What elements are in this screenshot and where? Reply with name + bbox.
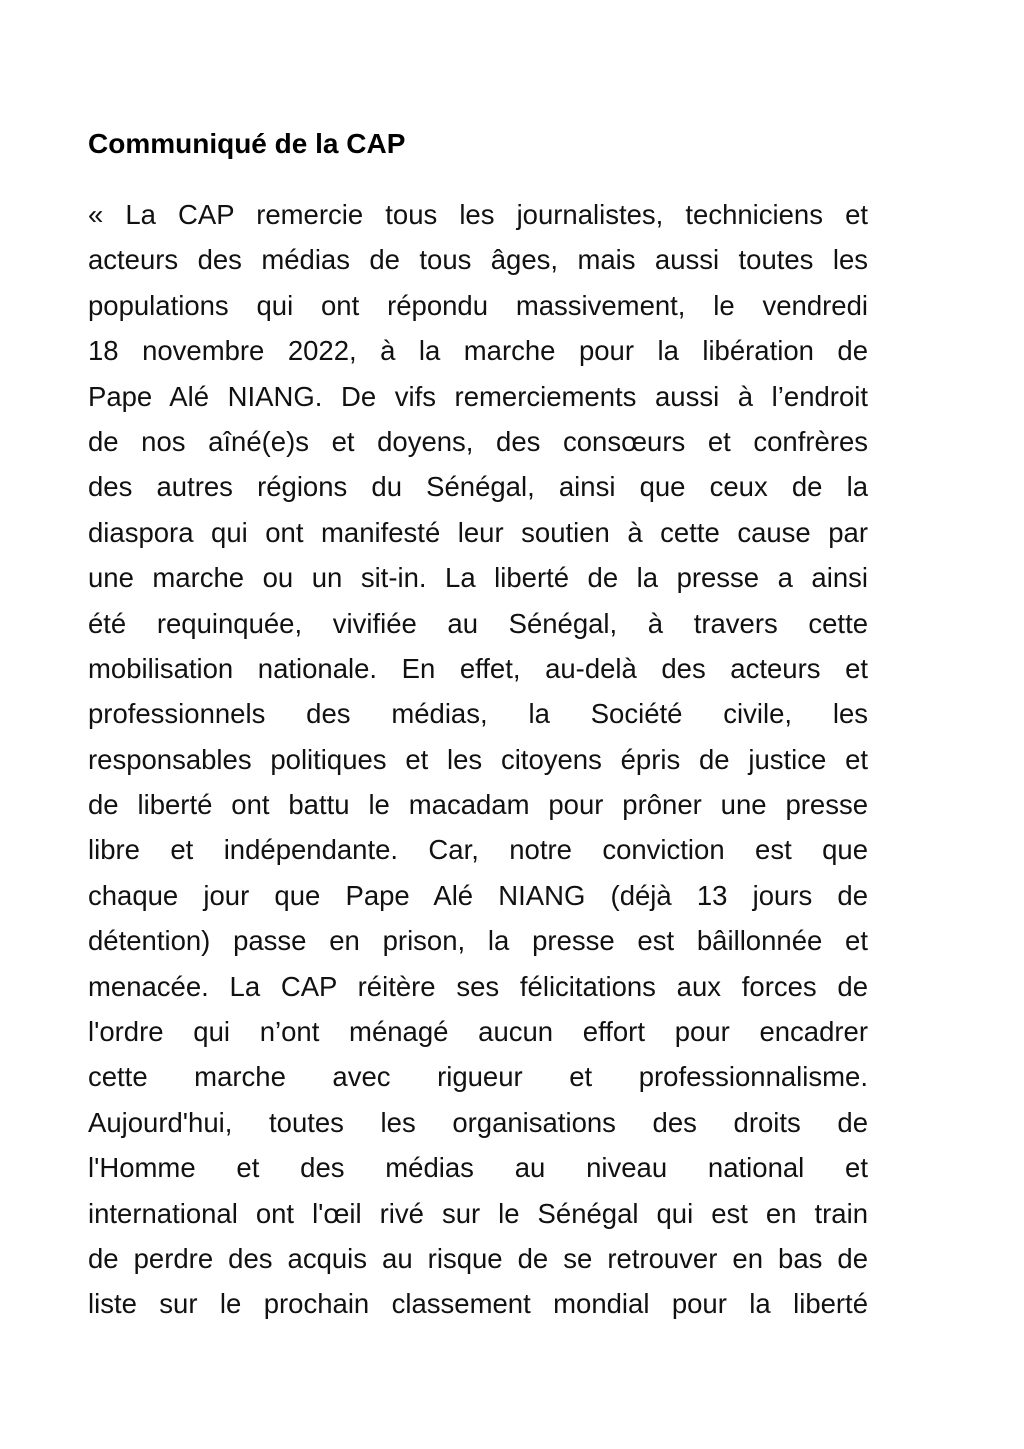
- text-line: cette marche avec rigueur et professionnalisme.: [88, 1061, 868, 1093]
- text-line: Pape Alé NIANG. De vifs remerciements aussi à l’endroit: [88, 380, 868, 412]
- text-line: liste sur le prochain classement mondial pour la liberté: [88, 1288, 868, 1320]
- text-line: été requinquée, vivifiée au Sénégal, à travers cette: [88, 607, 868, 639]
- text-line: international ont l'œil rivé sur le Sénégal qui est en train: [88, 1197, 868, 1229]
- text-line: responsables politiques et les citoyens épris de justice et: [88, 743, 868, 775]
- text-line: une marche ou un sit-in. La liberté de la presse a ainsi: [88, 562, 868, 594]
- communique-body: [88, 192, 868, 1327]
- text-line: de perdre des acquis au risque de se retrouver en bas de: [88, 1242, 868, 1274]
- text-line: chaque jour que Pape Alé NIANG (déjà 13 jours de: [88, 879, 868, 911]
- text-line: l'Homme et des médias au niveau national et: [88, 1152, 868, 1184]
- text-line: Aujourd'hui, toutes les organisations des droits de: [88, 1106, 868, 1138]
- page-title: Communiqué de la CAP: [88, 128, 406, 159]
- text-line: de nos aîné(e)s et doyens, des consœurs et confrères: [88, 425, 868, 457]
- text-line: des autres régions du Sénégal, ainsi que ceux de la: [88, 471, 868, 503]
- text-line: acteurs des médias de tous âges, mais aussi toutes les: [88, 244, 868, 276]
- text-line: diaspora qui ont manifesté leur soutien à cette cause par: [88, 516, 868, 548]
- text-line: de liberté ont battu le macadam pour prôner une presse: [88, 789, 868, 821]
- text-line: libre et indépendante. Car, notre conviction est que: [88, 834, 868, 866]
- text-line: détention) passe en prison, la presse est bâillonnée et: [88, 925, 868, 957]
- text-line: populations qui ont répondu massivement, le vendredi: [88, 289, 868, 321]
- text-line: menacée. La CAP réitère ses félicitations aux forces de: [88, 970, 868, 1002]
- text-line: 18 novembre 2022, à la marche pour la libération de: [88, 335, 868, 367]
- text-line: l'ordre qui n’ont ménagé aucun effort pour encadrer: [88, 1016, 868, 1048]
- text-line: « La CAP remercie tous les journalistes, techniciens et: [88, 199, 868, 230]
- text-line: professionnels des médias, la Société civile, les: [88, 698, 868, 730]
- text-line: mobilisation nationale. En effet, au-delà des acteurs et: [88, 652, 868, 684]
